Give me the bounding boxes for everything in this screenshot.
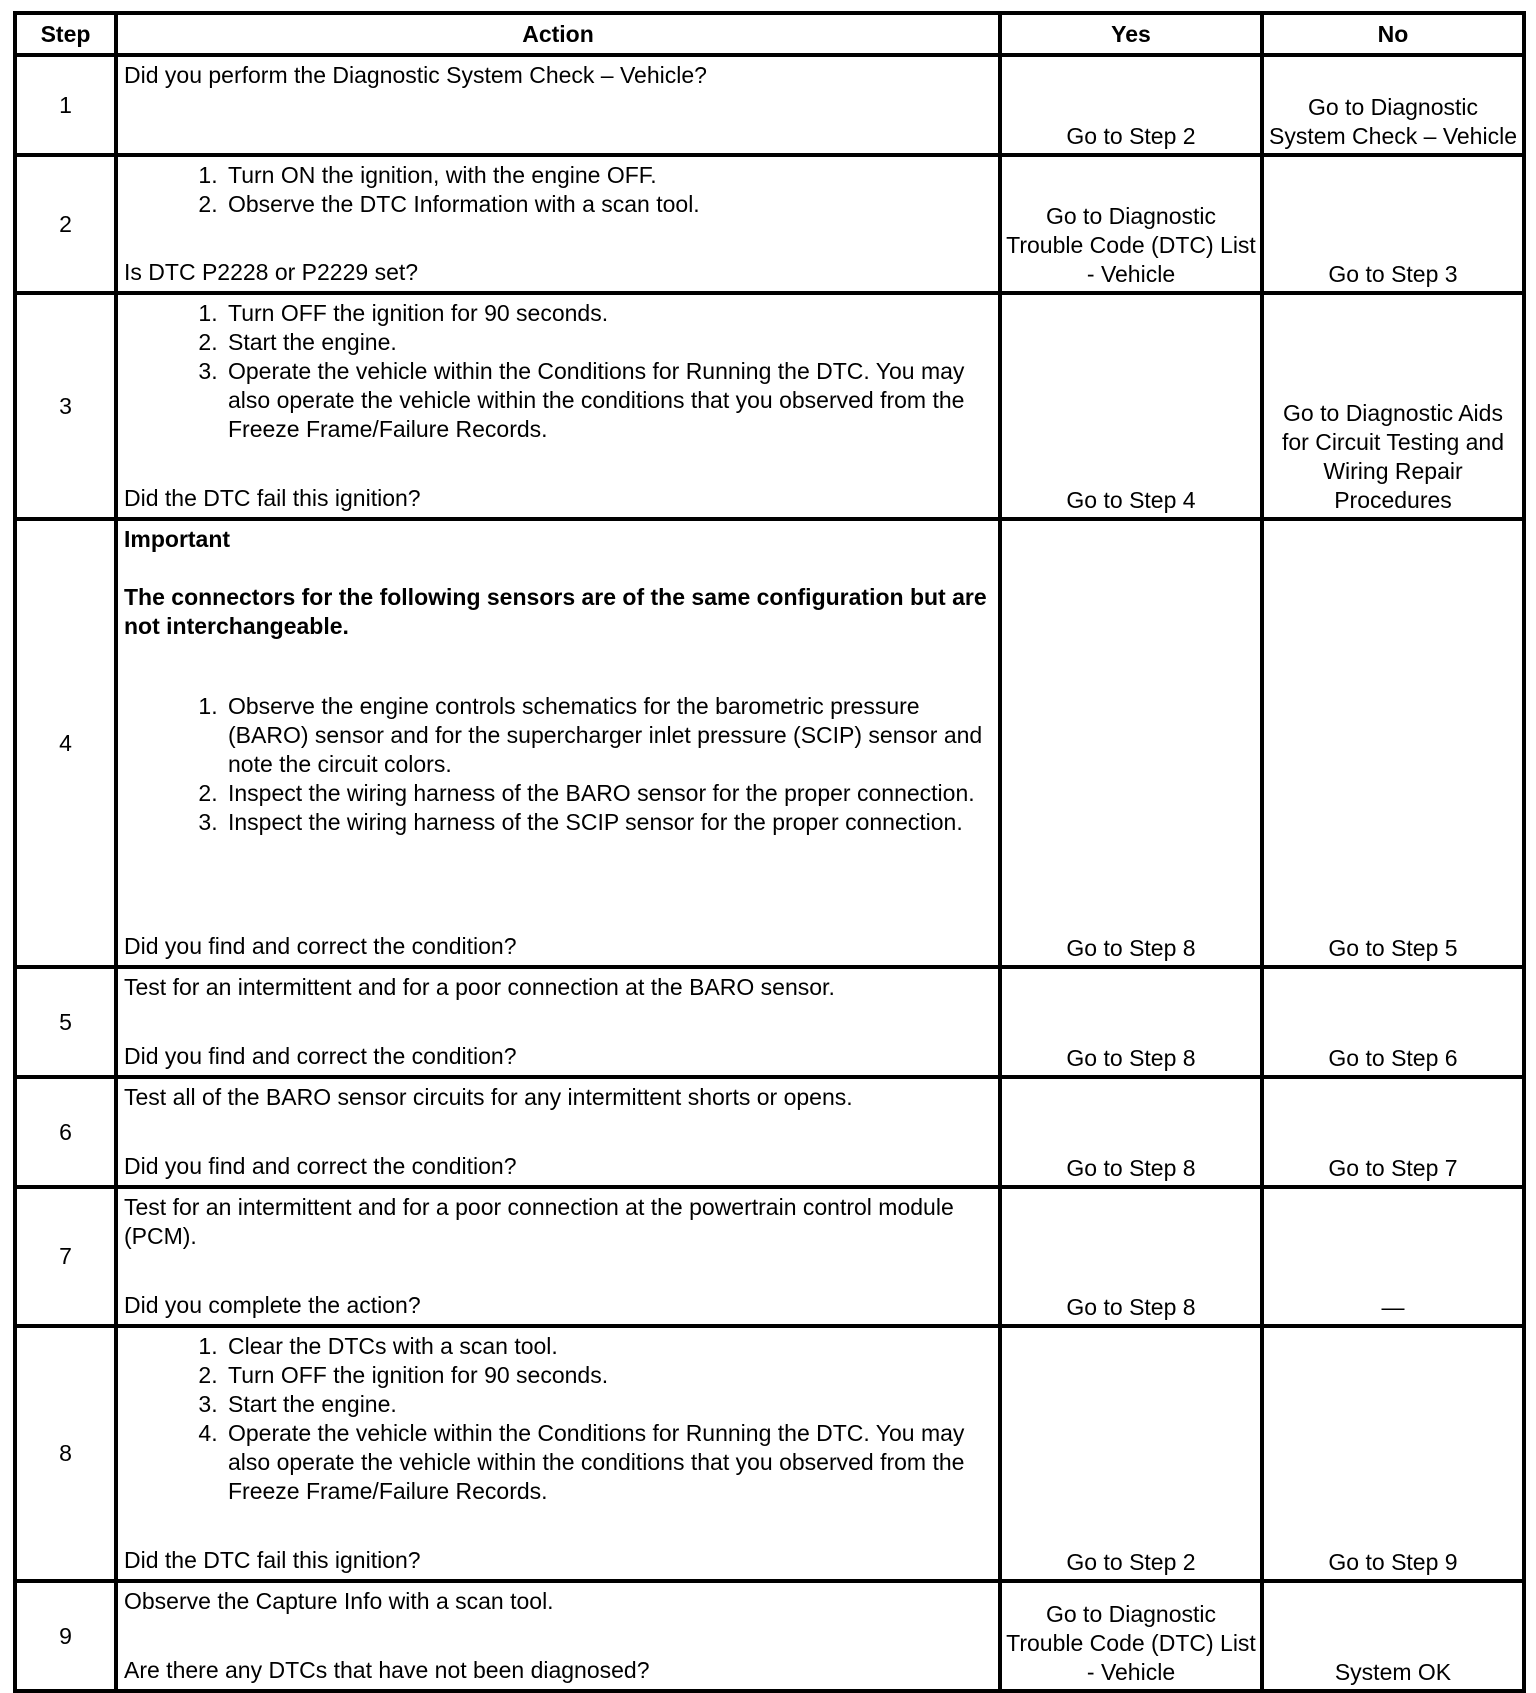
important-note: The connectors for the following sensors are of the same configuration but are not interchangeable.: [124, 584, 987, 639]
action-cell: [116, 1581, 1000, 1691]
action-step-item: 4. Operate the vehicle within the Conditions for Running the DTC. You may also operate the vehicle within the conditions that you observed from the Freeze Frame/Failure Records.: [224, 1419, 992, 1506]
header-action: Action: [116, 13, 1000, 55]
action-question: Did you find and correct the condition?: [124, 1043, 517, 1069]
yes-cell: Go to Diagnostic Trouble Code (DTC) List - Vehicle: [1000, 155, 1262, 293]
action-question: Did the DTC fail this ignition?: [124, 485, 421, 511]
diagnostic-table: [13, 11, 1526, 1693]
table-row: [15, 1581, 1524, 1691]
action-step-item: 1. Observe the engine controls schematics for the barometric pressure (BARO) sensor and for the supercharger inlet pressure (SCIP) sensor and note the circuit colors.: [224, 692, 992, 779]
important-title: Important: [124, 526, 231, 552]
no-cell: Go to Step 9: [1262, 1326, 1524, 1581]
action-step-item: 1. Turn ON the ignition, with the engine OFF.: [224, 161, 992, 190]
action-question: Did you complete the action?: [124, 1292, 421, 1318]
action-text: Observe the Capture Info with a scan tool.: [124, 1588, 554, 1614]
action-steps: [124, 692, 992, 837]
no-cell: —: [1262, 1187, 1524, 1326]
action-cell: [116, 293, 1000, 519]
action-cell: [116, 1187, 1000, 1326]
no-cell: System OK: [1262, 1581, 1524, 1691]
action-step-item: 2. Observe the DTC Information with a scan tool.: [224, 190, 992, 219]
no-cell: Go to Step 6: [1262, 967, 1524, 1077]
no-cell: Go to Step 7: [1262, 1077, 1524, 1187]
action-step-item: 2. Turn OFF the ignition for 90 seconds.: [224, 1361, 992, 1390]
table-row: [15, 967, 1524, 1077]
yes-cell: Go to Step 8: [1000, 519, 1262, 967]
action-step-item: 3. Inspect the wiring harness of the SCIP sensor for the proper connection.: [224, 808, 992, 837]
action-step-item: 3. Operate the vehicle within the Conditions for Running the DTC. You may also operate the vehicle within the conditions that you observed from the Freeze Frame/Failure Records.: [224, 357, 992, 444]
step-number: 6: [15, 1077, 116, 1187]
action-step-item: 1. Clear the DTCs with a scan tool.: [224, 1332, 992, 1361]
action-step-item: 3. Start the engine.: [224, 1390, 992, 1419]
step-number: 1: [15, 55, 116, 155]
table-row: [15, 55, 1524, 155]
yes-cell: Go to Step 8: [1000, 1187, 1262, 1326]
table-row: [15, 155, 1524, 293]
yes-cell: Go to Step 8: [1000, 1077, 1262, 1187]
action-question: Is DTC P2228 or P2229 set?: [124, 259, 419, 285]
table-row: [15, 293, 1524, 519]
step-number: 9: [15, 1581, 116, 1691]
step-number: 3: [15, 293, 116, 519]
action-steps: [124, 299, 992, 444]
action-cell: [116, 1326, 1000, 1581]
action-step-item: 2. Start the engine.: [224, 328, 992, 357]
action-question: Are there any DTCs that have not been diagnosed?: [124, 1657, 650, 1683]
step-number: 7: [15, 1187, 116, 1326]
step-number: 8: [15, 1326, 116, 1581]
no-cell: Go to Diagnostic Aids for Circuit Testing and Wiring Repair Procedures: [1262, 293, 1524, 519]
action-cell: [116, 967, 1000, 1077]
action-question: Did you perform the Diagnostic System Check – Vehicle?: [124, 62, 707, 88]
yes-cell: Go to Step 2: [1000, 55, 1262, 155]
step-number: 5: [15, 967, 116, 1077]
action-question: Did you find and correct the condition?: [124, 933, 517, 959]
header-row: [15, 13, 1524, 55]
step-number: 4: [15, 519, 116, 967]
action-text: Test all of the BARO sensor circuits for any intermittent shorts or opens.: [124, 1084, 853, 1110]
header-no: No: [1262, 13, 1524, 55]
action-cell: [116, 155, 1000, 293]
action-steps: [124, 1332, 992, 1506]
action-text: Test for an intermittent and for a poor connection at the BARO sensor.: [124, 974, 835, 1000]
action-step-item: 1. Turn OFF the ignition for 90 seconds.: [224, 299, 992, 328]
table-row: [15, 1326, 1524, 1581]
no-cell: Go to Diagnostic System Check – Vehicle: [1262, 55, 1524, 155]
action-question: Did you find and correct the condition?: [124, 1153, 517, 1179]
action-question: Did the DTC fail this ignition?: [124, 1547, 421, 1573]
table-row: [15, 519, 1524, 967]
no-cell: Go to Step 5: [1262, 519, 1524, 967]
header-yes: Yes: [1000, 13, 1262, 55]
yes-cell: Go to Diagnostic Trouble Code (DTC) List - Vehicle: [1000, 1581, 1262, 1691]
step-number: 2: [15, 155, 116, 293]
yes-cell: Go to Step 8: [1000, 967, 1262, 1077]
table-row: [15, 1187, 1524, 1326]
header-step: Step: [15, 13, 116, 55]
action-cell: [116, 519, 1000, 967]
yes-cell: Go to Step 4: [1000, 293, 1262, 519]
action-step-item: 2. Inspect the wiring harness of the BARO sensor for the proper connection.: [224, 779, 992, 808]
action-cell: [116, 55, 1000, 155]
no-cell: Go to Step 3: [1262, 155, 1524, 293]
yes-cell: Go to Step 2: [1000, 1326, 1262, 1581]
action-steps: [124, 161, 992, 219]
action-cell: [116, 1077, 1000, 1187]
table-row: [15, 1077, 1524, 1187]
action-text: Test for an intermittent and for a poor connection at the powertrain control module (PCM).: [124, 1194, 954, 1249]
